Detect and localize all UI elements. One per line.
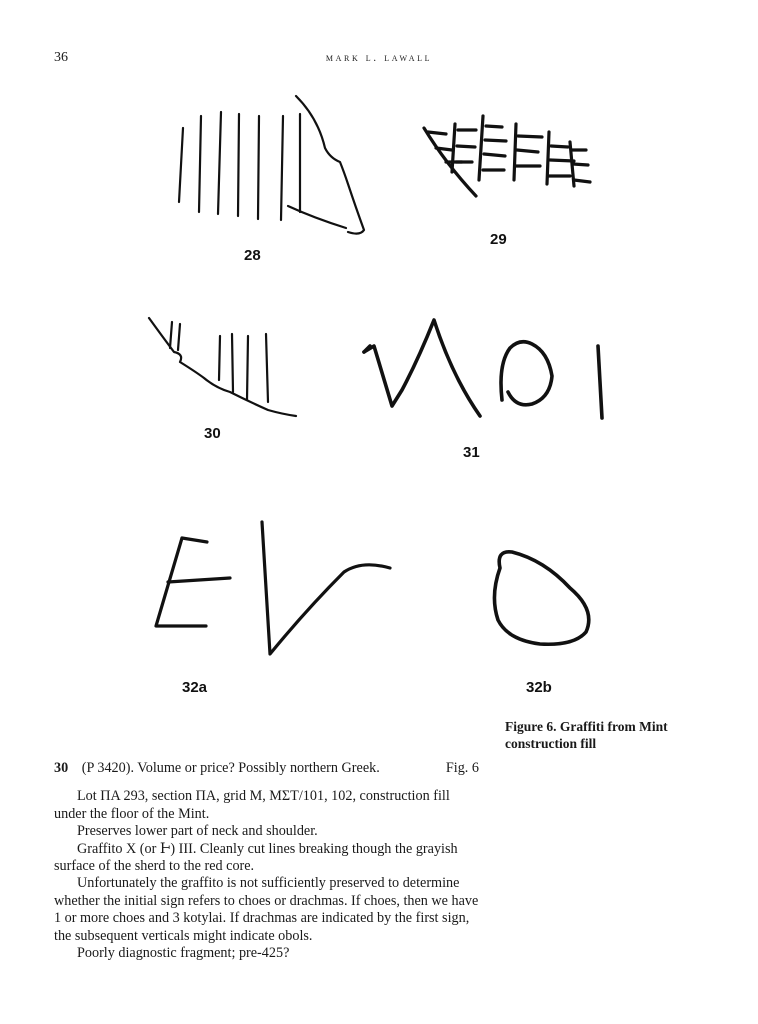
entry-number: 30 bbox=[54, 760, 69, 776]
running-title: mark l. lawall bbox=[325, 52, 433, 64]
label-31: 31 bbox=[463, 444, 480, 461]
entry-context-paragraph: Lot ΠΑ 293, section ΠΑ, grid M, ΜΣΤ/101, 102, construction fill under the floor of the Mint. bbox=[54, 788, 450, 822]
entry-date-paragraph: Poorly diagnostic fragment; pre-425? bbox=[77, 945, 290, 962]
figure-reference: Fig. 6 bbox=[445, 760, 479, 776]
entry-graffito-paragraph: Graffito Χ (or Ͱ) ΙΙΙ. Cleanly cut lines breaking though the grayish surface of the sherd to the red core. bbox=[54, 840, 458, 875]
graffito-31-drawing bbox=[364, 320, 602, 418]
entry-title: (P 3420). Volume or price? Possibly northern Greek. bbox=[81, 760, 380, 776]
page-number: 36 bbox=[54, 50, 68, 65]
graffito-32b-drawing bbox=[494, 552, 588, 644]
label-28: 28 bbox=[244, 247, 261, 264]
caption-line-1: Figure 6. Graffiti from Mint bbox=[505, 719, 668, 734]
graffito-28-drawing bbox=[179, 96, 364, 234]
label-30: 30 bbox=[204, 425, 221, 442]
catalog-entry bbox=[54, 760, 479, 962]
entry-discussion-paragraph: Unfortunately the graffito is not sufficiently preserved to determine whether the initial sign refers to choes or drachmas. If choes, then we have 1 or more choes and 3 kotylai. If drachmas are indicated by the first sign, the subsequent verticals might indicate obols. bbox=[54, 875, 479, 944]
figure-caption bbox=[505, 718, 705, 752]
entry-preservation-paragraph: Preserves lower part of neck and shoulder. bbox=[77, 823, 318, 840]
label-32a: 32a bbox=[182, 679, 208, 696]
label-29: 29 bbox=[490, 231, 507, 248]
label-32b: 32b bbox=[526, 679, 552, 696]
entry-heading bbox=[54, 760, 479, 777]
graffito-32a-drawing bbox=[156, 522, 390, 654]
graffito-29-drawing bbox=[424, 116, 590, 196]
caption-line-2: construction fill bbox=[505, 736, 597, 751]
graffito-30-drawing bbox=[149, 318, 296, 416]
